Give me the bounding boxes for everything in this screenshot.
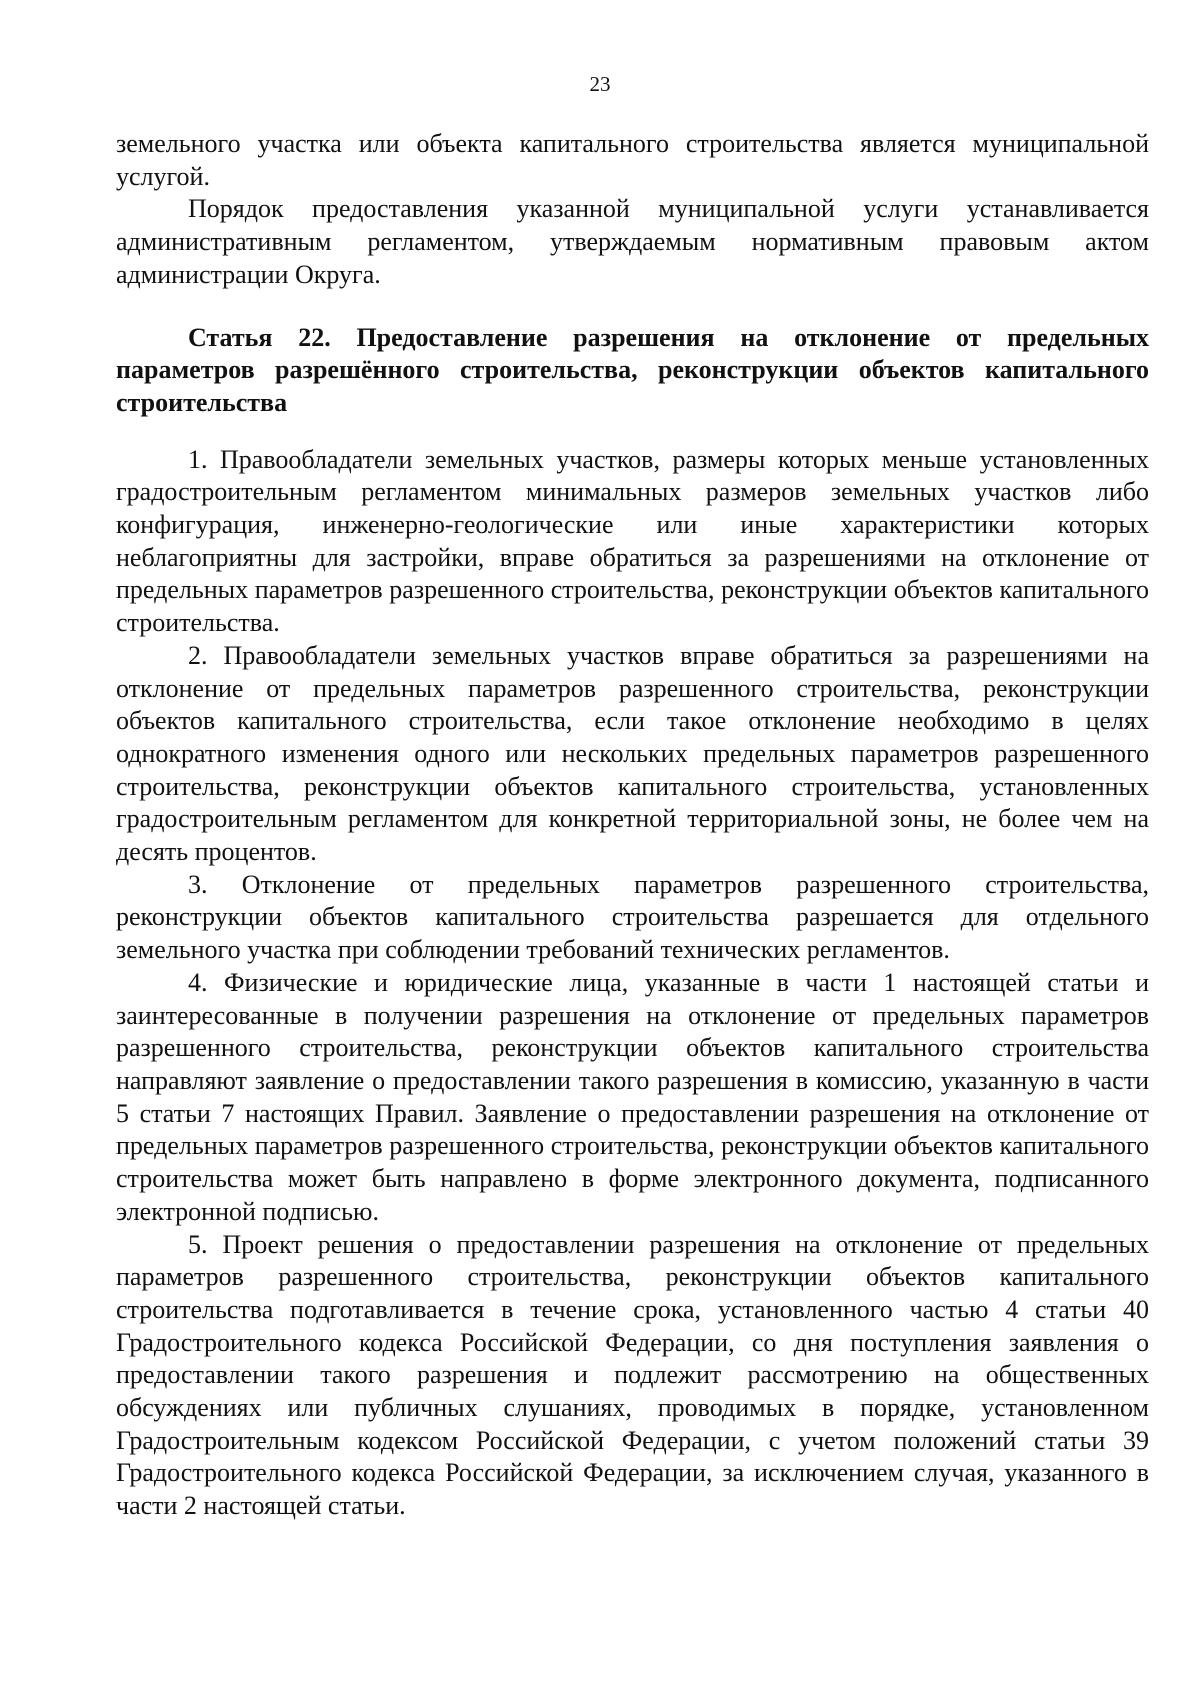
article-paragraph-1: 1. Правообладатели земельных участков, размеры которых меньше установленных градостроительным регламентом минимальных размеров земельных участков либо конфигурация, инженерно-геологические или иные характеристики которых неблагоприятны для застройки, вправе обратиться за разрешениями на отклонение от предельных параметров разрешенного строительства, реконструкции объектов капитального строительства. — [116, 444, 1149, 638]
paragraph-procedure: Порядок предоставления указанной муниципальной услуги устанавливается административным регламентом, утверждаемым нормативным правовым актом администрации Округа. — [116, 194, 1149, 289]
page-content — [116, 128, 1149, 1523]
article-paragraph-2: 2. Правообладатели земельных участков вправе обратиться за разрешениями на отклонение от предельных параметров разрешенного строительства, реконструкции объектов капитального строительства, если такое отклонение необходимо в целях однократного изменения одного или нескольких предельных параметров разрешенного строительства, реконструкции объектов капитального строительства, установленных градостроительным регламентом для конкретной территориальной зоны, не более чем на десять процентов. — [116, 640, 1149, 867]
article-paragraph-3: 3. Отклонение от предельных параметров разрешенного строительства, реконструкции объектов капитального строительства разрешается для отдельного земельного участка при соблюдении требований технических регламентов. — [116, 869, 1149, 965]
article-paragraph-5: 5. Проект решения о предоставлении разрешения на отклонение от предельных параметров разрешенного строительства, реконструкции объектов капитального строительства подготавливается в течение срока, установленного частью 4 статьи 40 Градостроительного кодекса Российской Федерации, со дня поступления заявления о предоставлении такого разрешения и подлежит рассмотрению на общественных обсуждениях или публичных слушаниях, проводимых в порядке, установленном Градостроительным кодексом Российской Федерации, с учетом положений статьи 39 Градостроительного кодекса Российской Федерации, за исключением случая, указанного в части 2 настоящей статьи. — [116, 1229, 1149, 1521]
article-paragraph-4: 4. Физические и юридические лица, указанные в части 1 настоящей статьи и заинтересованные в получении разрешения на отклонение от предельных параметров разрешенного строительства, реконструкции объектов капитального строительства направляют заявление о предоставлении такого разрешения в комиссию, указанную в части 5 статьи 7 настоящих Правил. Заявление о предоставлении разрешения на отклонение от предельных параметров разрешенного строительства, реконструкции объектов капитального строительства может быть направлено в форме электронного документа, подписанного электронной подписью. — [116, 967, 1149, 1226]
article-title: Статья 22. Предоставление разрешения на отклонение от предельных параметров разрешённого строительства, реконструкции объектов капитального строительства — [116, 322, 1149, 417]
paragraph-continuation: земельного участка или объекта капитального строительства является муниципальной услугой. — [116, 129, 1149, 191]
page-number: 23 — [589, 72, 611, 96]
